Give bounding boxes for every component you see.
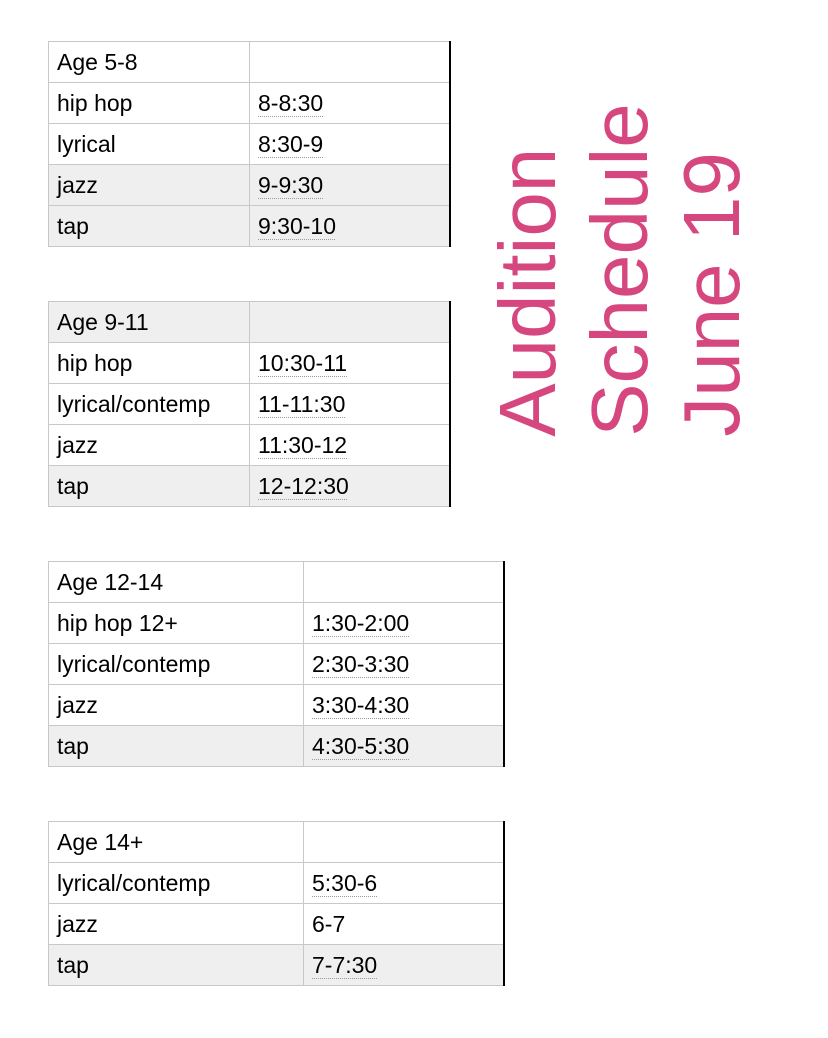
table-header-row bbox=[49, 302, 450, 343]
table-row bbox=[49, 904, 504, 945]
empty-cell bbox=[304, 822, 504, 863]
time-text: 6-7 bbox=[312, 910, 346, 937]
class-name: hip hop 12+ bbox=[49, 603, 304, 644]
time-slot bbox=[304, 644, 504, 685]
class-name: hip hop bbox=[49, 343, 250, 384]
title-line-audition: Audition bbox=[483, 147, 572, 437]
class-name: lyrical bbox=[49, 124, 250, 165]
schedule-table-age-12-14 bbox=[48, 561, 505, 767]
class-name: jazz bbox=[49, 904, 304, 945]
schedule-table-age-14-plus bbox=[48, 821, 505, 986]
table-header-row bbox=[49, 562, 504, 603]
class-name: tap bbox=[49, 466, 250, 507]
age-group-header: Age 14+ bbox=[49, 822, 304, 863]
time-slot bbox=[250, 206, 450, 247]
time-text: 9:30-10 bbox=[258, 212, 337, 239]
class-name: tap bbox=[49, 726, 304, 767]
table-row bbox=[49, 945, 504, 986]
time-slot bbox=[250, 343, 450, 384]
age-group-header: Age 9-11 bbox=[49, 302, 250, 343]
time-text: 8:30-9 bbox=[258, 130, 324, 157]
time-slot bbox=[250, 124, 450, 165]
table-row bbox=[49, 83, 450, 124]
table-row bbox=[49, 343, 450, 384]
table-row bbox=[49, 384, 450, 425]
age-group-header: Age 5-8 bbox=[49, 42, 250, 83]
table-row bbox=[49, 685, 504, 726]
class-name: tap bbox=[49, 945, 304, 986]
table-header-row bbox=[49, 42, 450, 83]
class-name: lyrical/contemp bbox=[49, 384, 250, 425]
page-title bbox=[482, 103, 758, 437]
time-slot bbox=[250, 83, 450, 124]
empty-cell bbox=[250, 302, 450, 343]
time-text: 8-8:30 bbox=[258, 89, 324, 116]
table-row bbox=[49, 726, 504, 767]
time-slot bbox=[304, 863, 504, 904]
table-header-row bbox=[49, 822, 504, 863]
title-line-schedule: Schedule bbox=[575, 103, 664, 437]
class-name: jazz bbox=[49, 425, 250, 466]
time-text: 11:30-12 bbox=[258, 431, 348, 458]
class-name: lyrical/contemp bbox=[49, 644, 304, 685]
time-text: 9-9:30 bbox=[258, 171, 324, 198]
time-slot bbox=[304, 904, 504, 945]
empty-cell bbox=[250, 42, 450, 83]
time-text: 2:30-3:30 bbox=[312, 650, 410, 677]
time-text: 12-12:30 bbox=[258, 472, 349, 499]
time-slot bbox=[250, 425, 450, 466]
time-slot bbox=[250, 466, 450, 507]
schedule-table-age-5-8 bbox=[48, 41, 451, 247]
table-row bbox=[49, 603, 504, 644]
class-name: lyrical/contemp bbox=[49, 863, 304, 904]
time-slot bbox=[250, 165, 450, 206]
time-slot bbox=[304, 726, 504, 767]
time-text: 10:30-11 bbox=[258, 349, 348, 376]
table-row bbox=[49, 425, 450, 466]
empty-cell bbox=[304, 562, 504, 603]
time-text: 5:30-6 bbox=[312, 869, 378, 896]
table-row bbox=[49, 124, 450, 165]
time-text: 7-7:30 bbox=[312, 951, 378, 978]
table-row bbox=[49, 466, 450, 507]
class-name: hip hop bbox=[49, 83, 250, 124]
time-slot bbox=[304, 945, 504, 986]
table-row bbox=[49, 165, 450, 206]
table-row bbox=[49, 644, 504, 685]
time-slot bbox=[304, 685, 504, 726]
time-text: 4:30-5:30 bbox=[312, 732, 410, 759]
class-name: tap bbox=[49, 206, 250, 247]
time-text: 11-11:30 bbox=[258, 390, 346, 417]
table-row bbox=[49, 206, 450, 247]
time-slot bbox=[304, 603, 504, 644]
table-row bbox=[49, 863, 504, 904]
class-name: jazz bbox=[49, 685, 304, 726]
age-group-header: Age 12-14 bbox=[49, 562, 304, 603]
time-text: 3:30-4:30 bbox=[312, 691, 410, 718]
time-slot bbox=[250, 384, 450, 425]
title-line-date: June 19 bbox=[667, 152, 756, 437]
class-name: jazz bbox=[49, 165, 250, 206]
schedule-table-age-9-11 bbox=[48, 301, 451, 507]
time-text: 1:30-2:00 bbox=[312, 609, 410, 636]
